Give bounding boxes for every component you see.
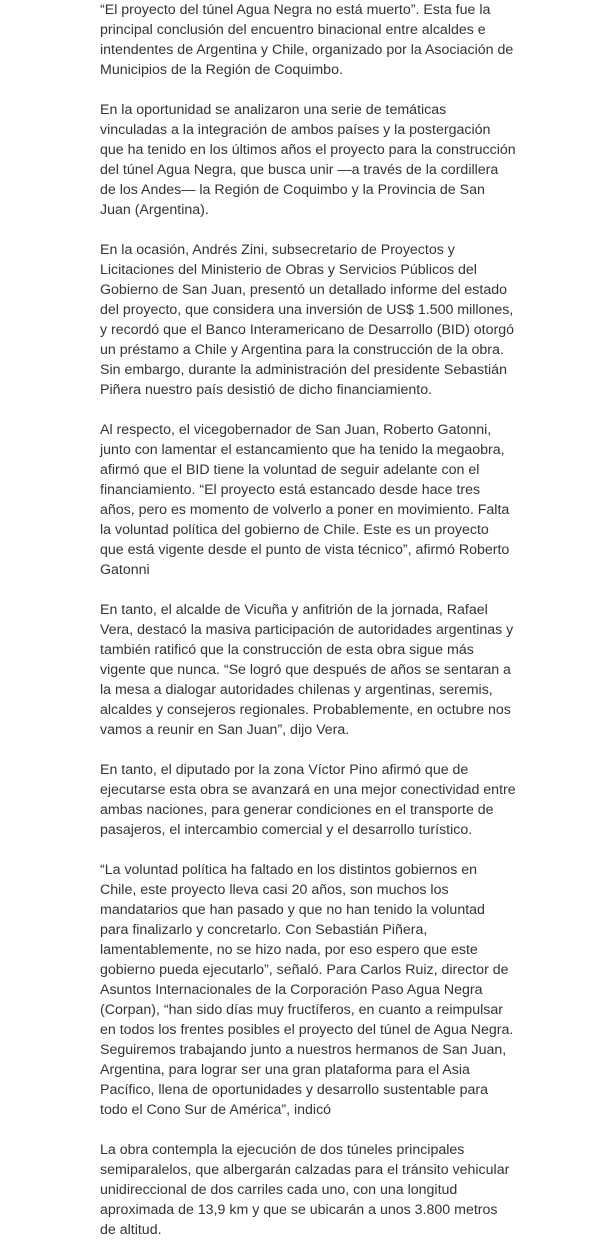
article-paragraph: En la ocasión, Andrés Zini, subsecretario de Proyectos y Licitaciones del Ministerio de Obras y Servicios Públicos del Gobierno de San Juan, presentó un detallado informe del estado del proyecto, que considera una inversión de US$ 1.500 millones, y recordó que el Banco Interamericano de Desarrollo (BID) otorgó un préstamo a Chile y Argentina para la construcción de la obra. Sin embargo, durante la administración del presidente Sebastián Piñera nuestro país desistió de dicho financiamiento. [100, 242, 515, 398]
article-paragraph: La obra contempla la ejecución de dos túneles principales semiparalelos, que albergarán calzadas para el tránsito vehicular unidireccional de dos carriles cada uno, con una longitud aproximada de 13,9 km y que se ubicarán a unos 3.800 metros de altitud. [100, 1142, 510, 1238]
article-paragraph: En tanto, el diputado por la zona Víctor Pino afirmó que de ejecutarse esta obra se avanzará en una mejor conectividad entre ambas naciones, para generar condiciones en el transporte de pasajeros, el intercambio comercial y el desarrollo turístico. [100, 762, 516, 838]
article-paragraph: En tanto, el alcalde de Vicuña y anfitrión de la jornada, Rafael Vera, destacó la masiva participación de autoridades argentinas y también ratificó que la construcción de esta obra sigue más vigente que nunca. “Se logró que después de años se sentaran a la mesa a dialogar autoridades chilenas y argentinas, seremis, alcaldes y consejeros regionales. Probablemente, en octubre nos vamos a reunir en San Juan”, dijo Vera. [100, 602, 514, 738]
article-paragraph: En la oportunidad se analizaron una serie de temáticas vinculadas a la integración de ambos países y la postergación que ha tenido en los últimos años el proyecto para la construcción del túnel Agua Negra, que busca unir —a través de la cordillera de los Andes— la Región de Coquimbo y la Provincia de San Juan (Argentina). [100, 102, 516, 218]
article-paragraph: “El proyecto del túnel Agua Negra no está muerto”. Esta fue la principal conclusión del encuentro binacional entre alcaldes e intendentes de Argentina y Chile, organizado por la Asociación de Municipios de la Región de Coquimbo. [100, 2, 514, 78]
article-paragraph: Al respecto, el vicegobernador de San Juan, Roberto Gatonni, junto con lamentar el estancamiento que ha tenido la megaobra, afirmó que el BID tiene la voluntad de seguir adelante con el financiamiento. “El proyecto está estancado desde hace tres años, pero es momento de volverlo a poner en movimiento. Falta la voluntad política del gobierno de Chile. Este es un proyecto que está vigente desde el punto de vista técnico”, afirmó Roberto Gatonni [100, 422, 510, 578]
article-body [100, 0, 516, 1260]
article-paragraph: “La voluntad política ha faltado en los distintos gobiernos en Chile, este proyecto lleva casi 20 años, son muchos los mandatarios que han pasado y que no han tenido la voluntad para finalizarlo y concretarlo. Con Sebastián Piñera, lamentablemente, no se hizo nada, por eso espero que este gobierno pueda ejecutarlo”, señaló. Para Carlos Ruiz, director de Asuntos Internacionales de la Corporación Paso Agua Negra (Corpan), “han sido días muy fructíferos, en cuanto a reimpulsar en todos los frentes posibles el proyecto del túnel de Agua Negra. Seguiremos trabajando junto a nuestros hermanos de San Juan, Argentina, para lograr ser una gran plataforma para el Asia Pacífico, llena de oportunidades y desarrollo sustentable para todo el Cono Sur de América”, indicó [100, 862, 514, 1118]
